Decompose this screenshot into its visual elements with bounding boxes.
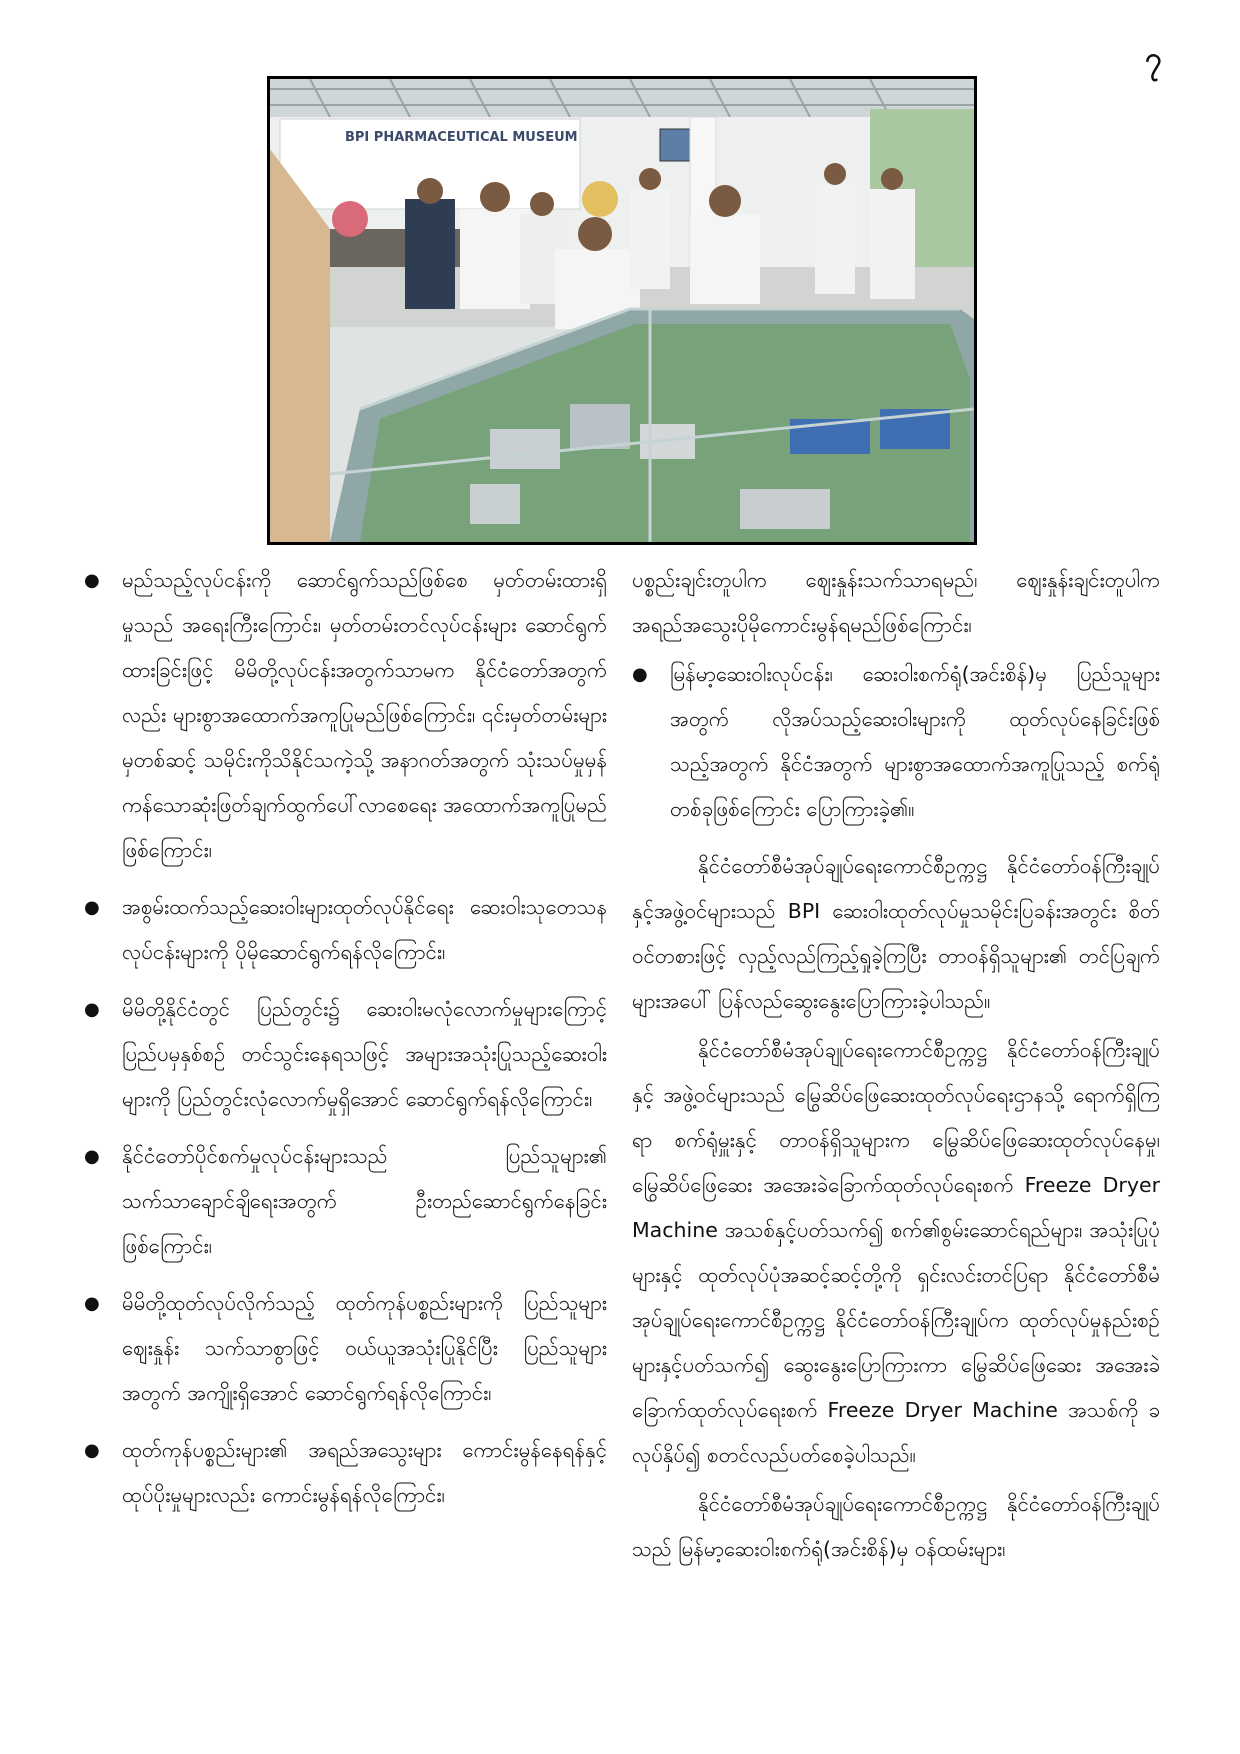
- remark-item: ● မြန်မာ့ဆေးဝါးလုပ်ငန်း၊ ဆေးဝါးစက်ရုံ(အင်းစိန်)မှ ပြည်သူများအတွက် လိုအပ်သည့်ဆေးဝါးများကို ထုတ်လုပ်နေခြင်းဖြစ်သည့်အတွက် နိုင်ငံအတွက် များစွာအထောက်အကူပြုသည့် စက်ရုံတစ်ခုဖြစ်ကြောင်း ပြောကြားခဲ့၏။: [632, 652, 1160, 832]
- remark-item: ● မိမိတို့ထုတ်လုပ်လိုက်သည့် ထုတ်ကုန်ပစ္စည်းများကို ပြည်သူများဈေးနှုန်း သက်သာစွာဖြင့် ဝယ်ယူအသုံးပြုနိုင်ပြီး ပြည်သူများအတွက် အကျိုးရှိအောင် ဆောင်ရွက်ရန်လိုကြောင်း၊: [84, 1281, 607, 1416]
- remark-item: ● မည်သည့်လုပ်ငန်းကို ဆောင်ရွက်သည်ဖြစ်စေ မှတ်တမ်းထားရှိမှုသည် အရေးကြီးကြောင်း၊ မှတ်တမ်းတင်လုပ်ငန်းများ ဆောင်ရွက်ထားခြင်းဖြင့် မိမိတို့လုပ်ငန်းအတွက်သာမက နိုင်ငံတော်အတွက်လည်း များစွာအထောက်အကူပြုမည်ဖြစ်ကြောင်း၊ ၎င်းမှတ်တမ်းများမှတစ်ဆင့် သမိုင်းကိုသိနိုင်သကဲ့သို့ အနာဂတ်အတွက် သုံးသပ်မှုမှန်ကန်သောဆုံးဖြတ်ချက်ထွက်ပေါ်လာစေရေး အထောက်အကူပြုမည်ဖြစ်ကြောင်း၊: [84, 558, 607, 873]
- remark-item: ● မိမိတို့နိုင်ငံတွင် ပြည်တွင်း၌ ဆေးဝါးမလုံလောက်မှုများကြောင့် ပြည်ပမှနှစ်စဉ် တင်သွင်းနေရသဖြင့် အများအသုံးပြုသည့်ဆေးဝါးများကို ပြည်တွင်းလုံလောက်မှုရှိအောင် ဆောင်ရွက်ရန်လိုကြောင်း၊: [84, 987, 607, 1122]
- remark-continuation: ပစ္စည်းချင်းတူပါက ဈေးနှုန်းသက်သာရမည်၊ ဈေးနှုန်းချင်းတူပါက အရည်အသွေးပိုမိုကောင်းမွန်ရမည်ဖြစ်ကြောင်း၊: [632, 568, 1160, 637]
- left-column: [84, 558, 607, 1530]
- page-number: ၇: [1145, 41, 1162, 76]
- remarks-list: [84, 558, 607, 1518]
- body-paragraph: နိုင်ငံတော်စီမံအုပ်ချုပ်ရေးကောင်စီဥက္ကဋ္ဌ နိုင်ငံတော်ဝန်ကြီးချုပ်နှင့်အဖွဲ့ဝင်များသည် BPI ဆေးဝါးထုတ်လုပ်မှုသမိုင်းပြခန်းအတွင်း စိတ်ဝင်တစားဖြင့် လှည့်လည်ကြည့်ရှုခဲ့ကြပြီး တာဝန်ရှိသူများ၏ တင်ပြချက်များအပေါ် ပြန်လည်ဆွေးနွေးပြောကြားခဲ့ပါသည်။: [632, 854, 1160, 1013]
- remark-item: ● နိုင်ငံတော်ပိုင်စက်မှုလုပ်ငန်းများသည် ပြည်သူများ၏ သက်သာချောင်ချိရေးအတွက် ဦးတည်ဆောင်ရွက်နေခြင်းဖြစ်ကြောင်း၊: [84, 1134, 607, 1269]
- ceiling: [270, 79, 974, 117]
- remark-item: ● ထုတ်ကုန်ပစ္စည်းများ၏ အရည်အသွေးများ ကောင်းမွန်နေရန်နှင့် ထုပ်ပိုးမှုများလည်း ကောင်းမွန်ရန်လိုကြောင်း၊: [84, 1428, 607, 1518]
- remarks-list-continued: [632, 652, 1160, 832]
- body-paragraph: နိုင်ငံတော်စီမံအုပ်ချုပ်ရေးကောင်စီဥက္ကဋ္ဌ နိုင်ငံတော်ဝန်ကြီးချုပ်နှင့် အဖွဲ့ဝင်များသည် မြွေဆိပ်ဖြေဆေးထုတ်လုပ်ရေးဌာနသို့ ရောက်ရှိကြရာ စက်ရုံမှူးနှင့် တာဝန်ရှိသူများက မြွေဆိပ်ဖြေဆေးထုတ်လုပ်နေမှု၊ မြွေဆိပ်ဖြေဆေး အအေးခဲခြောက်ထုတ်လုပ်ရေးစက် Freeze Dryer Machine အသစ်နှင့်ပတ်သက်၍ စက်၏စွမ်းဆောင်ရည်များ၊ အသုံးပြုပုံများနှင့် ထုတ်လုပ်ပုံအဆင့်ဆင့်တို့ကို ရှင်းလင်းတင်ပြရာ နိုင်ငံတော်စီမံအုပ်ချုပ်ရေးကောင်စီဥက္ကဋ္ဌ နိုင်ငံတော်ဝန်ကြီးချုပ်က ထုတ်လုပ်မှုနည်းစဉ်များနှင့်ပတ်သက်၍ ဆွေးနွေးပြောကြားကာ မြွေဆိပ်ဖြေဆေး အအေးခဲခြောက်ထုတ်လုပ်ရေးစက် Freeze Dryer Machine အသစ်ကို ခလုပ်နှိပ်၍ စတင်လည်ပတ်စေခဲ့ပါသည်။: [632, 1038, 1160, 1467]
- museum-visit-photo: [267, 76, 977, 545]
- right-column: [632, 558, 1160, 1576]
- body-paragraph: နိုင်ငံတော်စီမံအုပ်ချုပ်ရေးကောင်စီဥက္ကဋ္ဌ နိုင်ငံတော်ဝန်ကြီးချုပ်သည် မြန်မာ့ဆေးဝါးစက်ရုံ(အင်းစိန်)မှ ဝန်ထမ်းများ၊: [632, 1492, 1160, 1561]
- photo-illustration: [270, 79, 974, 542]
- flower-arrangement: [332, 201, 368, 237]
- flower-arrangement-2: [582, 181, 618, 217]
- remark-item: ● အစွမ်းထက်သည့်ဆေးဝါးများထုတ်လုပ်နိုင်ရေး ဆေးဝါးသုတေသနလုပ်ငန်းများကို ပိုမိုဆောင်ရွက်ရန်လိုကြောင်း၊: [84, 885, 607, 975]
- museum-sign: BPI PHARMACEUTICAL MUSEUM: [345, 130, 578, 145]
